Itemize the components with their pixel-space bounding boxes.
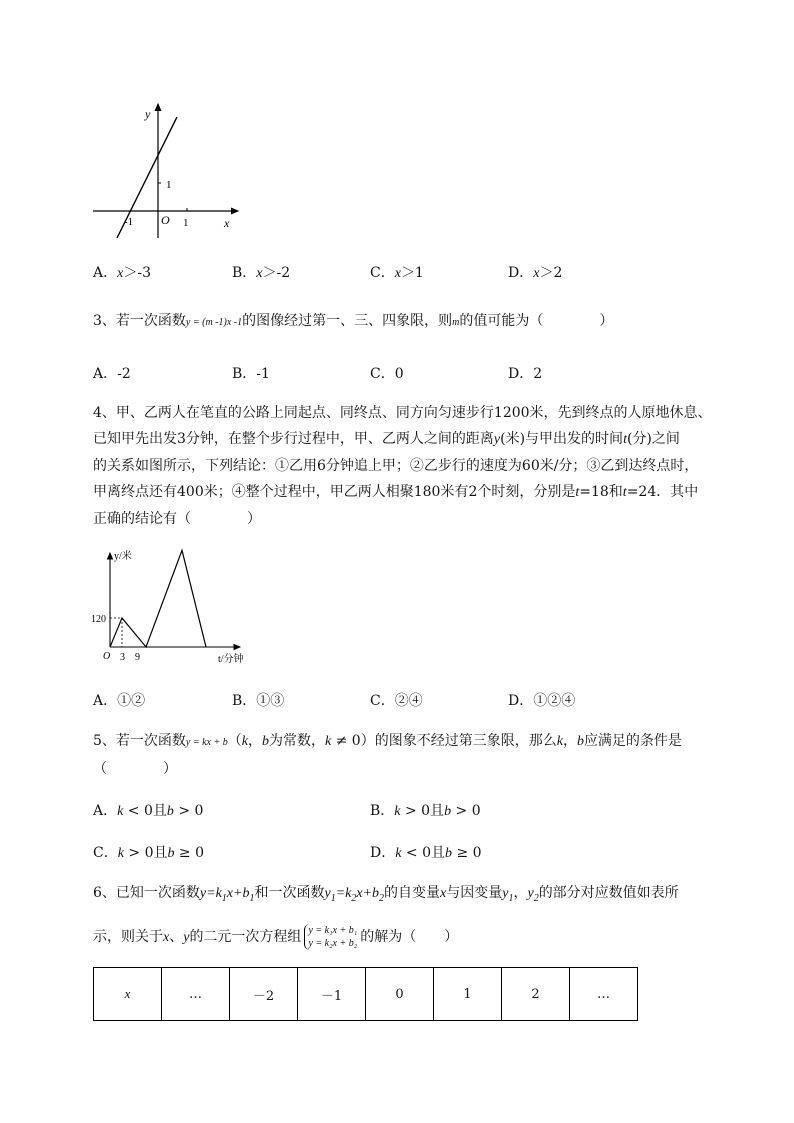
question-3: 3、若一次函数y = (m -1)x -1的图像经过第一、三、四象限，则m的值可能为（ ） <box>93 313 614 329</box>
q6-line1: 6、已知一次函数$y=k_1x+b_1$和一次函数$y_1=k_2x+b_2$的自变量x与因变量$y_1$，$y_2$的部分对应数值如表所 <box>93 885 679 904</box>
q4-option-c[interactable]: C．②④ <box>370 693 423 709</box>
table-cell: －2 <box>230 968 298 1021</box>
q2-option-c[interactable]: C．x＞1 <box>370 265 424 281</box>
q4-line1: 4、甲、乙两人在笔直的公路上同起点、同终点、同方向匀速步行1200米，先到终点的人原地休息、 <box>93 405 712 421</box>
chart-x-label: t/分钟 <box>218 654 244 665</box>
q5-option-c[interactable]: C．k > 0且b ≥ 0 <box>93 845 205 861</box>
tick-neg1: -1 <box>124 216 134 228</box>
question-6 <box>93 880 713 951</box>
tick-y1: 1 <box>166 179 172 191</box>
q3-option-d[interactable]: D．2 <box>508 366 543 382</box>
q3-option-b[interactable]: B．-1 <box>232 366 270 382</box>
table-cell: … <box>570 968 638 1021</box>
x-axis-label: x <box>224 216 230 230</box>
x-tick-9: 9 <box>135 652 140 663</box>
q5-option-d[interactable]: D．k < 0且b ≥ 0 <box>370 845 482 861</box>
q3-option-a[interactable]: A．-2 <box>93 366 131 382</box>
q2-option-b[interactable]: B．x＞-2 <box>232 265 291 281</box>
table-row <box>94 968 638 1021</box>
question-4 <box>93 400 713 532</box>
origin-label: O <box>161 213 170 227</box>
y-tick-120: 120 <box>91 614 106 625</box>
table-cell: 1 <box>434 968 502 1021</box>
table-cell: 2 <box>502 968 570 1021</box>
q2-option-a[interactable]: A．x＞-3 <box>93 265 151 281</box>
graph-1 <box>90 100 250 240</box>
q4-line5: 正确的结论有（ ） <box>93 511 261 527</box>
q4-line4: 甲离终点还有400米；④整个过程中，甲乙两人相聚180米有2个时刻，分别是t=18和t=24．其中 <box>93 484 699 500</box>
series-line <box>110 550 206 647</box>
table-cell: x <box>94 968 162 1021</box>
question-5: 5、若一次函数y = kx + b（k，b为常数，k ≠ 0）的图象不经过第三象限，那么k，b应满足的条件是 （ ） <box>93 733 682 777</box>
tick-pos1: 1 <box>183 217 189 229</box>
chart-origin-label: O <box>103 651 111 662</box>
q5-option-a[interactable]: A．k < 0且b > 0 <box>93 803 204 819</box>
equation-system: y = k₁x + b₁ y = k₂x + b₂ <box>304 924 357 950</box>
table-cell: … <box>162 968 230 1021</box>
q6-line2: 示，则关于x、y的二元一次方程组 y = k₁x + b₁ y = k₂x + b₂ 的解为（ ） <box>93 924 459 949</box>
chart-y-label: y/米 <box>114 551 132 562</box>
q4-option-a[interactable]: A．①② <box>93 693 146 709</box>
q3-option-c[interactable]: C．0 <box>370 366 404 382</box>
q4-option-b[interactable]: B．①③ <box>232 693 285 709</box>
table-cell: －1 <box>298 968 366 1021</box>
value-table <box>93 967 638 1021</box>
table-cell: 0 <box>366 968 434 1021</box>
distance-time-chart <box>90 545 260 670</box>
q4-line2: 已知甲先出发3分钟，在整个步行过程中，甲、乙两人之间的距离y(米)与甲出发的时间t(分)之间 <box>93 431 680 447</box>
q2-option-d[interactable]: D．x＞2 <box>508 265 563 281</box>
q5-option-b[interactable]: B．k > 0且b > 0 <box>370 803 481 819</box>
x-tick-3: 3 <box>120 652 125 663</box>
q4-option-d[interactable]: D．①②④ <box>508 693 576 709</box>
q4-line3: 的关系如图所示，下列结论：①乙用6分钟追上甲；②乙步行的速度为60米/分；③乙到达终点时， <box>93 458 699 474</box>
y-axis-label: y <box>145 107 151 121</box>
